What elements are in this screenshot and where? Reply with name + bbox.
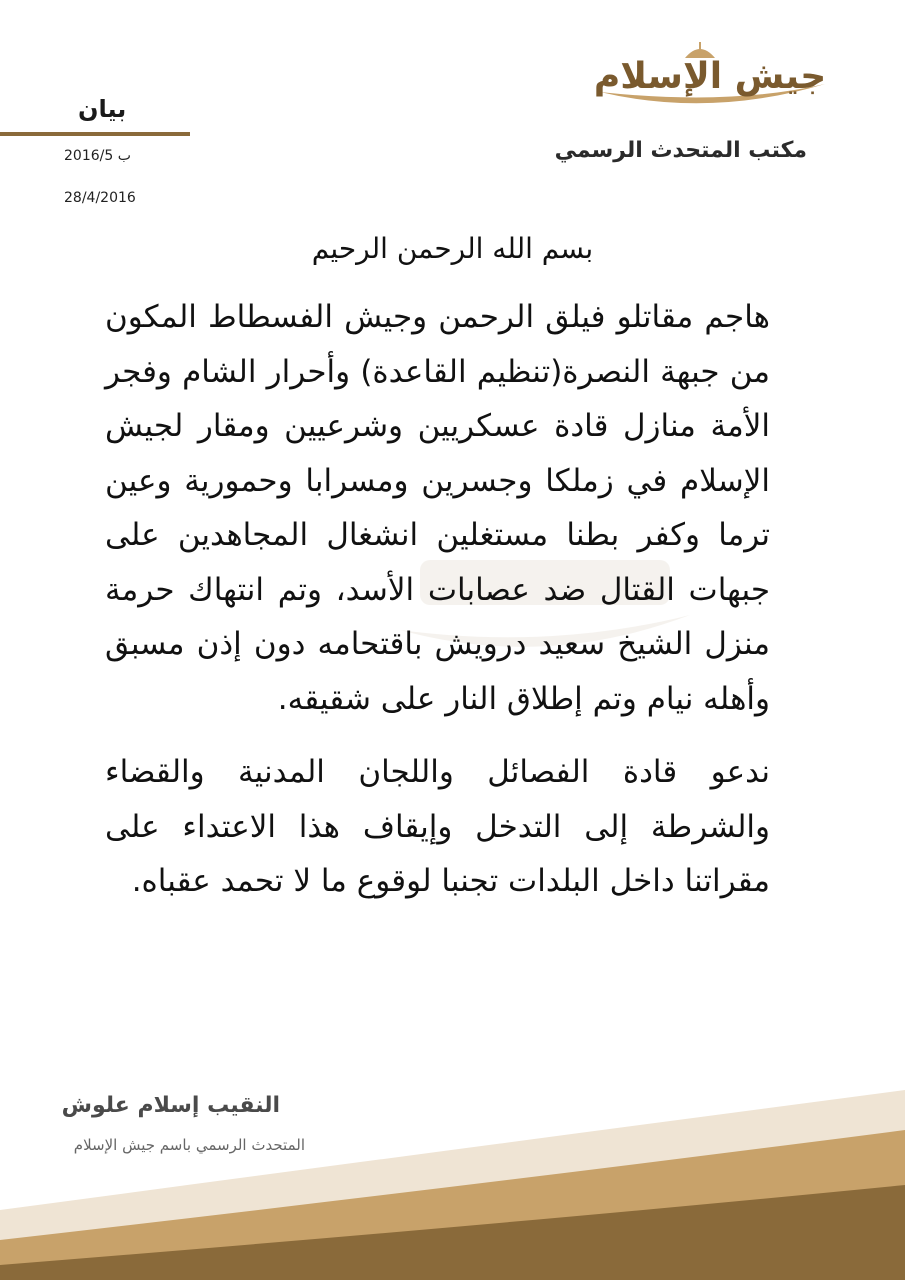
bismillah-heading: بسم الله الرحمن الرحيم: [311, 232, 594, 265]
logo-text: جيش الإسلام: [593, 56, 827, 97]
body-paragraph: ندعو قادة الفصائل واللجان المدنية والقضاء والشرطة إلى التدخل وإيقاف هذا الاعتداء على مقراتنا داخل البلدات تجنبا لوقوع ما لا تحمد عقباه.: [105, 754, 770, 899]
reference-number: ب 2016/5: [64, 148, 131, 164]
signatory-title: المتحدث الرسمي باسم جيش الإسلام: [73, 1136, 305, 1154]
footer-decoration: [0, 1090, 905, 1280]
statement-body: [105, 290, 770, 909]
logo-graphic: [590, 40, 830, 110]
body-paragraph: هاجم مقاتلو فيلق الرحمن وجيش الفسطاط المكون من جبهة النصرة(تنظيم القاعدة) وأحرار الشام وفجر الأمة منازل قادة عسكريين وشرعيين ومقار لجيش الإسلام في زملكا وجسرين ومسرابا وحمورية وعين ترما وكفر بطنا مستغلين انشغال المجاهدين على جبهات القتال ضد عصابات الأسد، وتم انتهاك حرمة منزل الشيخ سعيد درويش باقتحامه دون إذن مسبق وأهله نيام وتم إطلاق النار على شقيقه.: [105, 299, 770, 717]
brand-logo: [590, 40, 830, 110]
statement-date: 28/4/2016: [64, 190, 136, 206]
statement-label: بيان: [78, 95, 127, 123]
statement-divider: [0, 132, 190, 136]
signatory-name: النقيب إسلام علوش: [61, 1093, 280, 1118]
office-title: مكتب المتحدث الرسمي: [554, 138, 807, 163]
